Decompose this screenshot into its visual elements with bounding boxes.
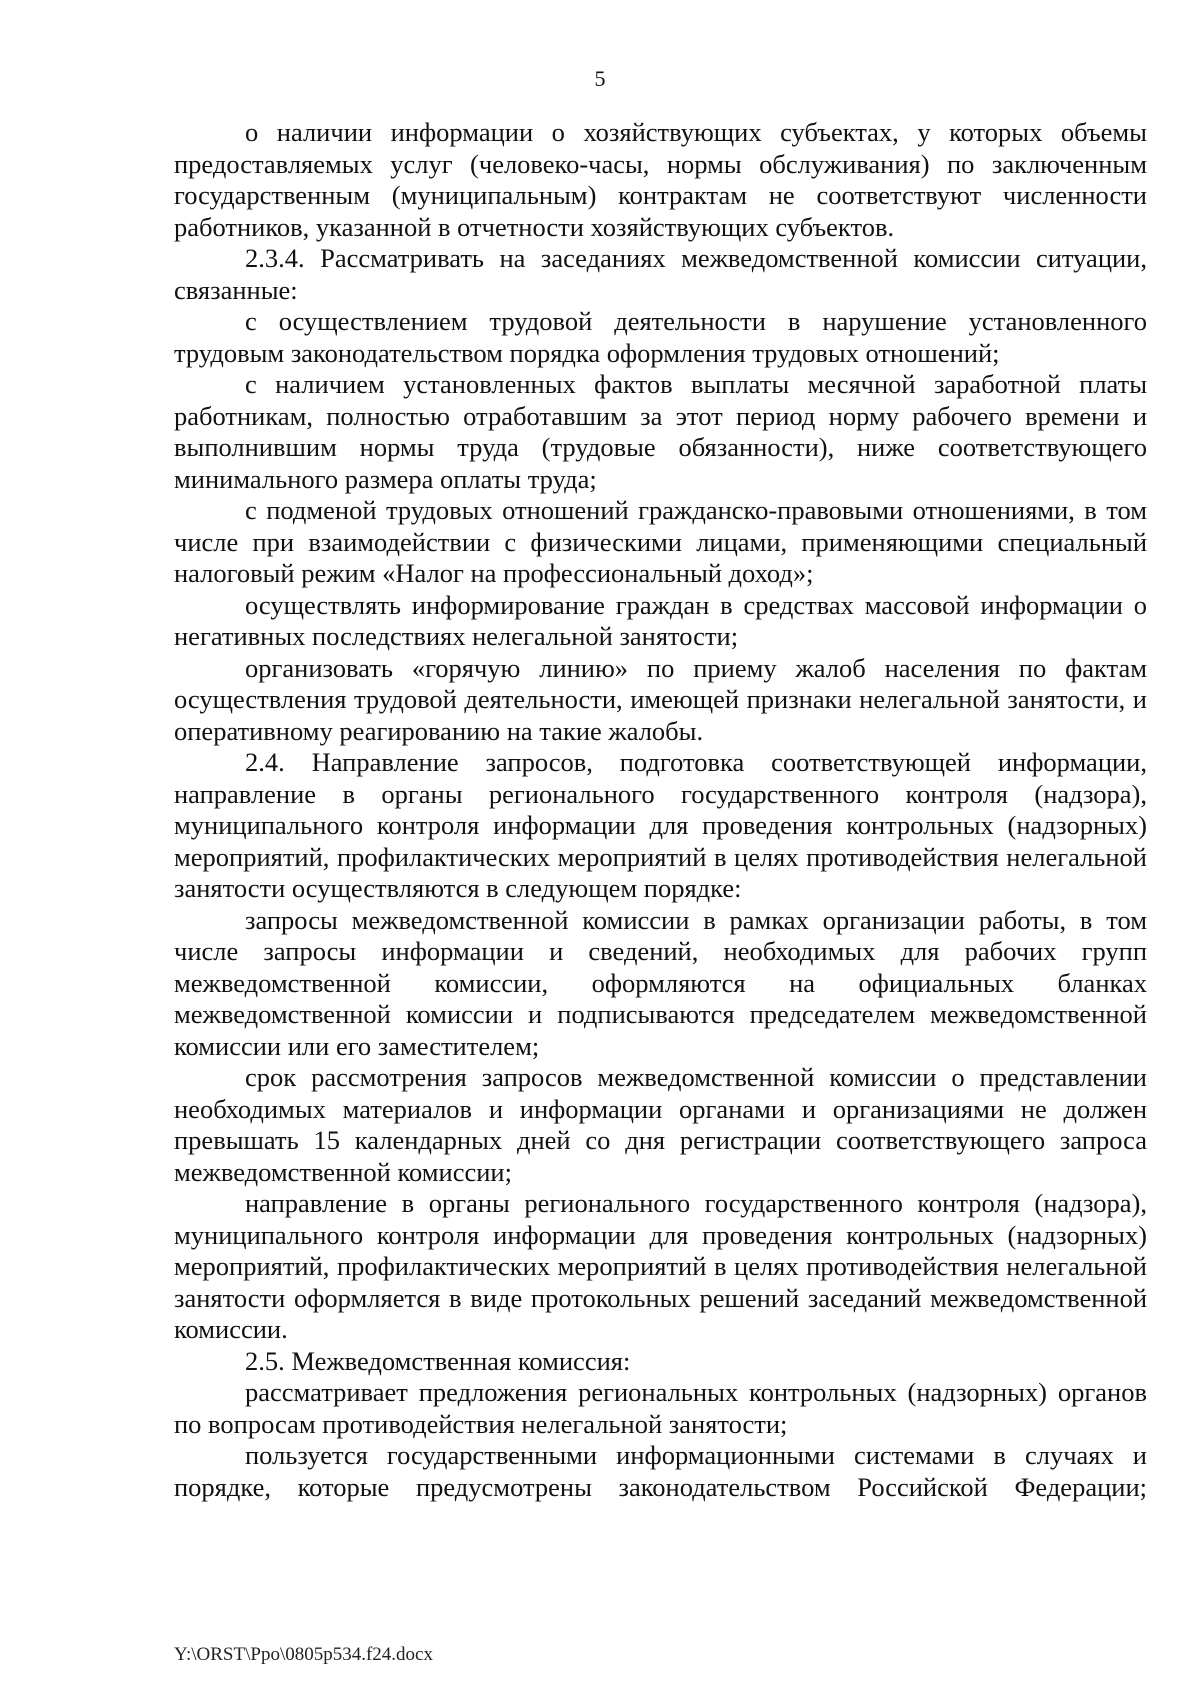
paragraph: с подменой трудовых отношений гражданско-правовыми отношениями, в том числе при взаимодействии с физическими лицами, применяющими специальный налоговый режим «Налог на профессиональный доход»; xyxy=(174,495,1147,588)
paragraph: с наличием установленных фактов выплаты месячной заработной платы работникам, полностью отработавшим за этот период норму рабочего времени и выполнившим нормы труда (трудовые обязанности), ниже соответствующего минимального размера оплаты труда; xyxy=(174,369,1147,494)
page-number: 5 xyxy=(594,66,606,91)
paragraph: рассматривает предложения региональных контрольных (надзорных) органов по вопросам противодействия нелегальной занятости; xyxy=(174,1377,1147,1439)
paragraph: пользуется государственными информационными системами в случаях и порядке, которые предусмотрены законодательством Российской Федерации; xyxy=(174,1440,1147,1502)
document-body xyxy=(174,117,1147,1503)
paragraph: о наличии информации о хозяйствующих субъектах, у которых объемы предоставляемых услуг (человеко-часы, нормы обслуживания) по заключенным государственным (муниципальным) контрактам не соответствуют численности работников, указанной в отчетности хозяйствующих субъектов. xyxy=(174,117,1147,242)
footer-file-path: Y:\ORST\Ppo\0805p534.f24.docx xyxy=(174,1644,433,1665)
paragraph: направление в органы регионального государственного контроля (надзора), муниципального контроля информации для проведения контрольных (надзорных) мероприятий, профилактических мероприятий в целях противодействия нелегальной занятости оформляется в виде протокольных решений заседаний межведомственной комиссии. xyxy=(174,1188,1147,1344)
paragraph: запросы межведомственной комиссии в рамках организации работы, в том числе запросы информации и сведений, необходимых для рабочих групп межведомственной комиссии, оформляются на официальных бланках межведомственной комиссии и подписываются председателем межведомственной комиссии или его заместителем; xyxy=(174,904,1147,1061)
paragraph: срок рассмотрения запросов межведомственной комиссии о представлении необходимых материалов и информации органами и организациями не должен превышать 15 календарных дней со дня регистрации соответствующего запроса межведомственной комиссии; xyxy=(174,1062,1147,1187)
paragraph: осуществлять информирование граждан в средствах массовой информации о негативных последствиях нелегальной занятости; xyxy=(174,589,1147,651)
paragraph-section-2-4: 2.4. Направление запросов, подготовка соответствующей информации, направление в органы регионального государственного контроля (надзора), муниципального контроля информации для проведения контрольных (надзорных) мероприятий, профилактических мероприятий в целях противодействия нелегальной занятости осуществляются в следующем порядке: xyxy=(174,747,1147,903)
paragraph: организовать «горячую линию» по приему жалоб населения по фактам осуществления трудовой деятельности, имеющей признаки нелегальной занятости, и оперативному реагированию на такие жалобы. xyxy=(174,652,1147,746)
paragraph-section-2-3-4: 2.3.4. Рассматривать на заседаниях межведомственной комиссии ситуации, связанные: xyxy=(174,243,1147,305)
paragraph: с осуществлением трудовой деятельности в нарушение установленного трудовым законодательством порядка оформления трудовых отношений; xyxy=(174,306,1147,368)
paragraph-section-2-5: 2.5. Межведомственная комиссия: xyxy=(245,1345,631,1376)
